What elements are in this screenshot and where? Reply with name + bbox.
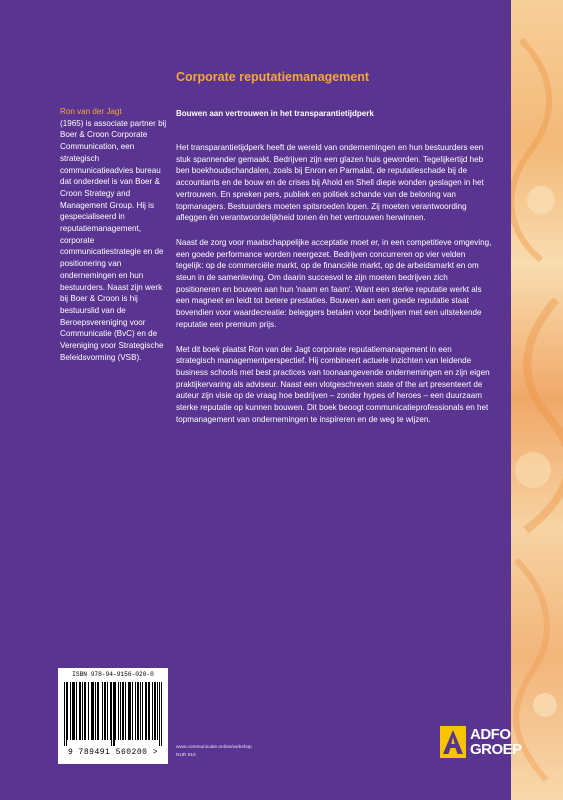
barcode-bar <box>76 682 77 740</box>
barcode-bar <box>79 682 80 740</box>
book-title: Corporate reputatiemanagement <box>176 70 370 84</box>
barcode-bar <box>73 682 74 740</box>
barcode-bar <box>104 682 105 740</box>
barcode-bar <box>120 682 121 740</box>
barcode-bar <box>115 682 116 740</box>
author-bio: (1965) is associate partner bij Boer & Croon Corporate Communication, een strategisch communicatieadvies bureau dat onderdeel is van Boer & Croon Strategy and Management Group. Hij is gespecialiseerd in reputatiemanagement, corporate communicatiestrategie en de positionering van ondernemingen en hun bestuurders. Naast zijn werk bij Boer & Croon is hij bestuurslid van de Beroepsvereniging voor Communicatie (BvC) en de Vereniging voor Strategische Beleidsvorming (VSB). <box>60 118 167 362</box>
barcode-bar <box>88 682 89 740</box>
barcode-bar <box>157 682 158 740</box>
barcode-bar <box>154 682 155 740</box>
barcode-bar <box>95 682 96 740</box>
barcode-bar <box>92 682 93 740</box>
nur-code: NUR 810 <box>176 753 196 758</box>
barcode-bar <box>135 682 136 740</box>
barcode-bar <box>113 682 114 746</box>
book-subtitle: Bouwen aan vertrouwen in het transparantietijdperk <box>176 109 374 118</box>
barcode-panel <box>58 668 168 764</box>
barcode-bar <box>128 682 129 740</box>
barcode-bar <box>114 682 115 746</box>
isbn-label: ISBN 978-94-9156-020-0 <box>72 671 154 678</box>
publisher-logo-mark-icon <box>440 726 466 758</box>
decorative-side-strip <box>511 0 563 800</box>
swirl-pattern <box>511 0 563 800</box>
barcode-bar <box>105 682 106 740</box>
barcode-bar <box>125 682 126 740</box>
barcode-bar <box>93 682 94 740</box>
barcode-bar <box>132 682 133 740</box>
website-url: www.communicatie.online/webshop <box>176 745 252 750</box>
barcode-bar <box>107 682 108 740</box>
barcode-bar <box>137 682 138 740</box>
barcode-bar <box>97 682 98 740</box>
blurb-column <box>176 142 492 438</box>
barcode-bar <box>149 682 150 740</box>
publisher-name-line1: ADFO <box>470 726 511 743</box>
barcode-icon <box>64 682 162 746</box>
barcode-bar <box>64 682 65 746</box>
barcode-bar <box>138 682 139 740</box>
barcode-bar <box>146 682 147 740</box>
barcode-bar <box>130 682 131 740</box>
barcode-digits: 9 789491 560200 > <box>67 748 159 757</box>
publisher-logo <box>440 722 550 764</box>
barcode-bar <box>123 682 124 740</box>
barcode-bar <box>67 682 68 740</box>
barcode-bar <box>85 682 86 740</box>
barcode-bar <box>84 682 85 740</box>
barcode-bar <box>161 682 162 746</box>
blurb-paragraph-2: Naast de zorg voor maatschappelijke acceptatie moet er, in een competitieve omgeving, een goede performance worden neergezet. Bedrijven concurreren op vier velden tegelijk: op de commerciële markt, op de financiële markt, op de arbeidsmarkt en om steun in de samenleving. Om daarin succesvol te zijn moeten bedrijven zich positioneren en bouwen aan hun 'naam en faam'. Want een sterke reputatie werkt als een magneet en leidt tot betere prestaties. Bouwen aan een goede reputatie staat bovendien voor waardecreatie: beleggers betalen voor bedrijven met een uitstekende reputatie een premium prijs. <box>176 237 492 329</box>
author-column <box>60 106 168 363</box>
barcode-bar <box>72 682 73 740</box>
barcode-bar <box>74 682 75 740</box>
barcode-bar <box>122 682 123 740</box>
barcode-bar <box>118 682 119 740</box>
barcode-bar <box>140 682 141 740</box>
barcode-bar <box>110 682 111 740</box>
barcode-bar <box>142 682 143 740</box>
barcode-bar <box>111 682 112 746</box>
author-name: Ron van der Jagt <box>60 107 122 116</box>
barcode-bar <box>91 682 92 740</box>
barcode-bar <box>148 682 149 740</box>
barcode-bar <box>129 682 130 740</box>
publisher-name <box>470 727 522 757</box>
barcode-bar <box>66 682 67 746</box>
barcode-bar <box>80 682 81 740</box>
barcode-bar <box>82 682 83 740</box>
barcode-bar <box>102 682 103 740</box>
publisher-name-line2: GROEP <box>470 741 522 758</box>
barcode-bar <box>70 682 71 740</box>
barcode-bar <box>159 682 160 746</box>
blurb-paragraph-1: Het transparantietijdperk heeft de wereld van ondernemingen en hun bestuurders een stuk spannender gemaakt. Bedrijven zijn een glazen huis geworden. Tegelijkertijd heb ben boekhoudschandalen, zoals bij Enron en Parmalat, de reputatieschade bij de accountants en de bouw en de crises bij Ahold en Shell diepe wonden geslagen in het vertrouwen. En spreken pers, publiek en politiek schande van de beloning van topmanagers. Bestuurders moeten spitsroeden lopen. Zij moeten verantwoording afleggen én verantwoordelijkheid tonen én het vertrouwen herwinnen. <box>176 143 484 223</box>
blurb-paragraph-3: Met dit boek plaatst Ron van der Jagt corporate reputatiemanagement in een strategisch managementperspectief. Hij combineert actuele inzichten van leidende business schools met best practices van toonaangevende ondernemingen en zijn eigen praktijkervaring als adviseur. Naast een vlotgeschreven state of the art presenteert de auteur zijn visie op de vraag hoe bedrijven – zonder hypes of heroes – een duurzaam sterke reputatie op kunnen bouwen. Dit boek beoogt communicatieprofessionals en het topmanagement van ondernemingen te inspireren en de weg te wijzen. <box>176 344 490 424</box>
barcode-bar <box>155 682 156 740</box>
barcode-bar <box>98 682 99 740</box>
barcode-bar <box>145 682 146 740</box>
barcode-bar <box>152 682 153 740</box>
